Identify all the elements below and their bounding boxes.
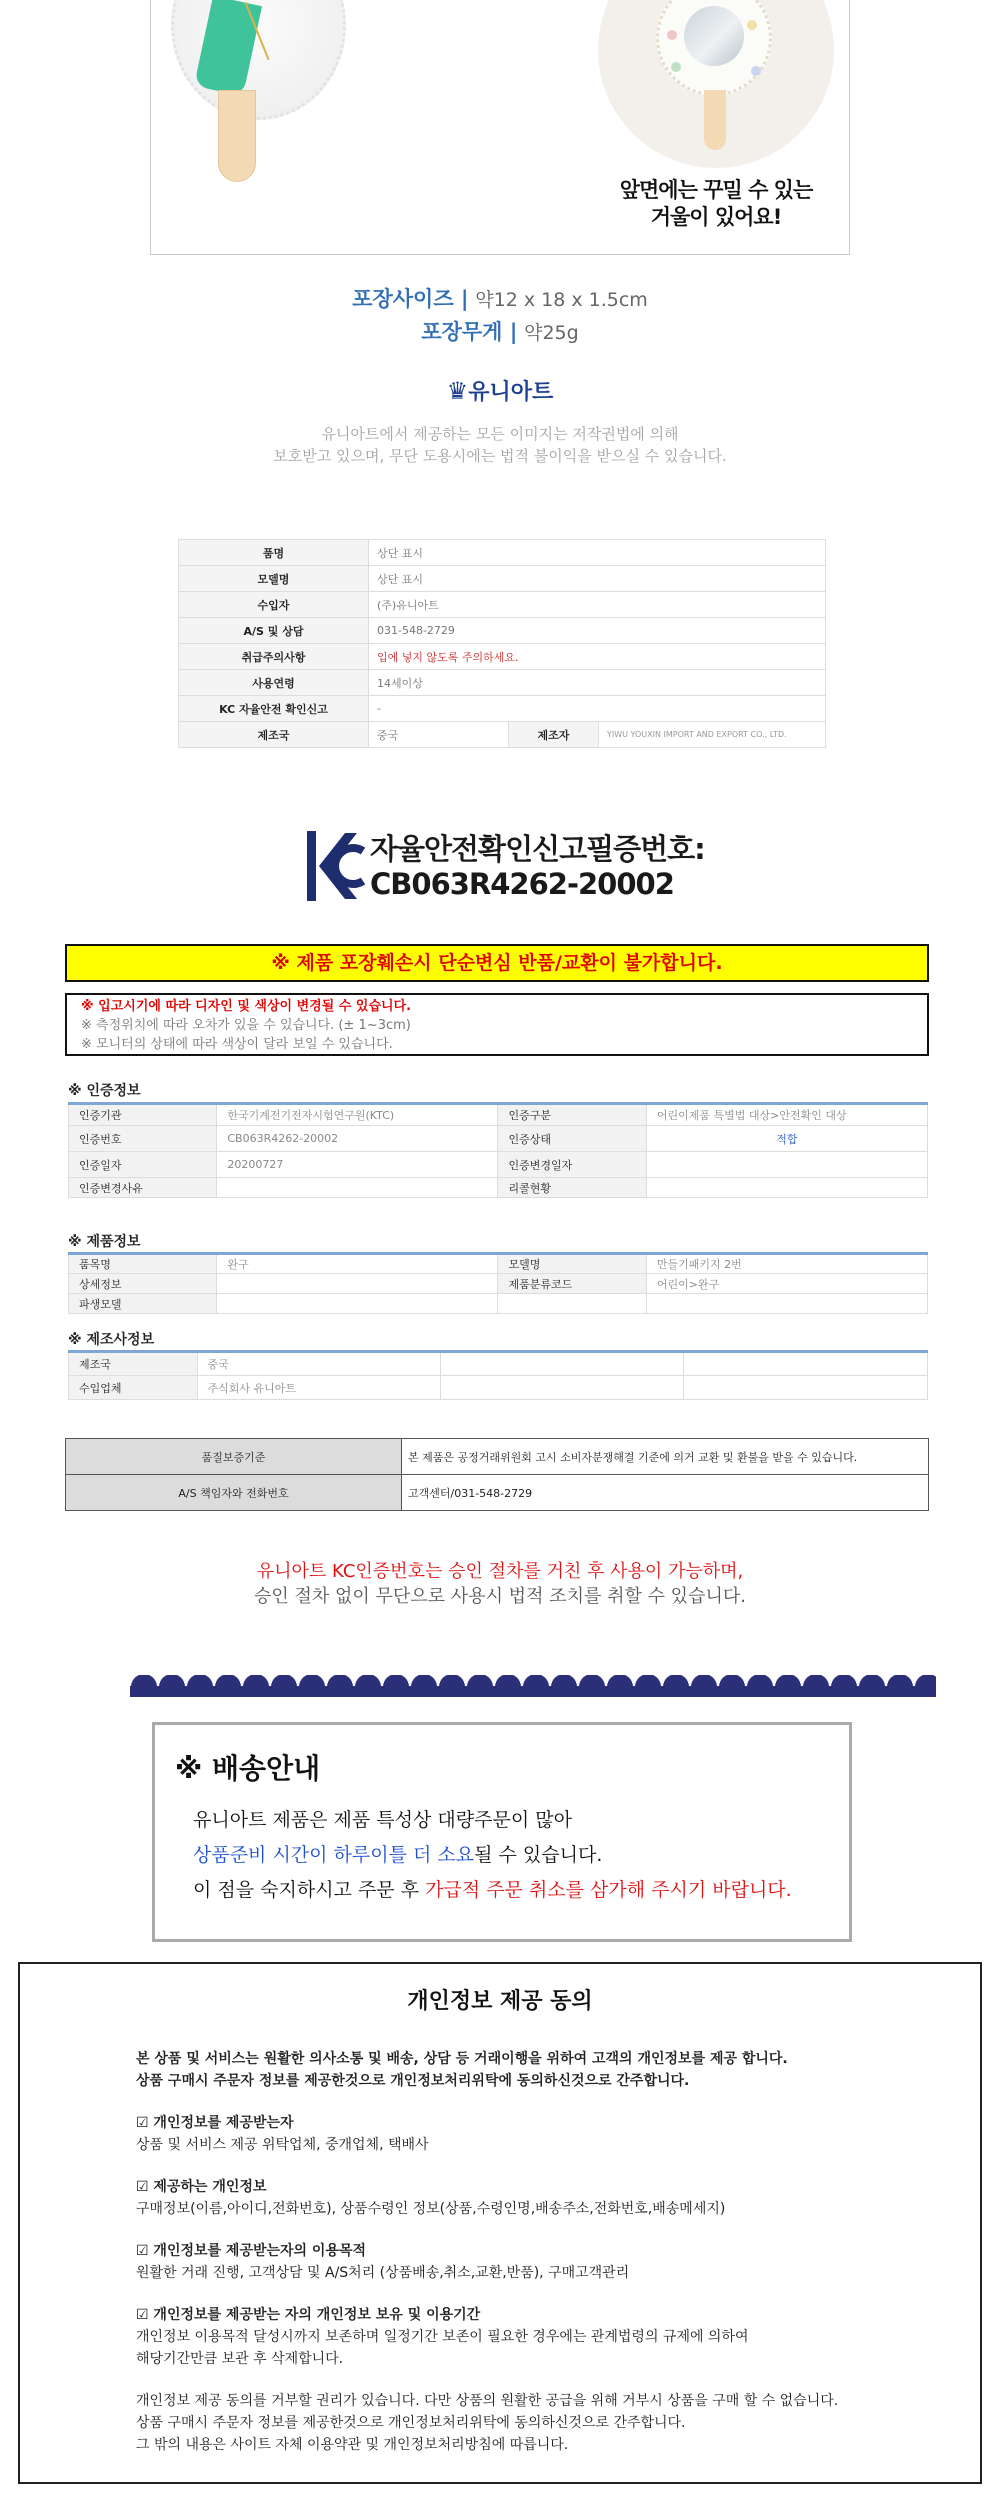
quality-label: 품질보증기준 bbox=[66, 1439, 402, 1475]
privacy-outro: 그 밖의 내용은 사이트 자체 이용약관 및 개인정보처리방침에 따릅니다. bbox=[136, 2437, 569, 2453]
privacy-consent-box bbox=[18, 1962, 982, 2484]
info-value: YIWU YOUXIN IMPORT AND EXPORT CO., LTD. bbox=[599, 722, 826, 748]
product-label: 상세정보 bbox=[69, 1274, 217, 1294]
info-label: 품명 bbox=[179, 540, 369, 566]
info-label: 제조자 bbox=[509, 722, 599, 748]
mirror-caption: 앞면에는 꾸밀 수 있는 거울이 있어요! bbox=[619, 178, 813, 229]
privacy-section-title: ☑ 개인정보를 제공받는자 bbox=[136, 2115, 294, 2131]
cert-label: 인증일자 bbox=[69, 1152, 217, 1178]
cert-label: 인증번호 bbox=[69, 1126, 217, 1152]
table-row bbox=[179, 566, 826, 592]
decoration-dot bbox=[671, 62, 681, 72]
empty-cell bbox=[684, 1376, 928, 1400]
product-detail-table bbox=[68, 1252, 928, 1314]
product-value bbox=[217, 1274, 498, 1294]
maker-label: 제조국 bbox=[69, 1352, 198, 1376]
product-value bbox=[646, 1294, 927, 1314]
info-label: 취급주의사항 bbox=[179, 644, 369, 670]
cert-value bbox=[646, 1178, 927, 1198]
product-label: 제품분류코드 bbox=[498, 1274, 646, 1294]
maker-value: 주식회사 유니아트 bbox=[197, 1376, 440, 1400]
package-weight-value: 약25g bbox=[524, 322, 579, 344]
privacy-section-body: 해당기간만큼 보관 후 삭제합니다. bbox=[136, 2351, 344, 2367]
privacy-intro: 상품 구매시 주문자 정보를 제공한것으로 개인정보처리위탁에 동의하신것으로 간주합니다. bbox=[136, 2073, 690, 2089]
info-label: 모델명 bbox=[179, 566, 369, 592]
info-value: 중국 bbox=[369, 722, 509, 748]
table-row bbox=[69, 1352, 928, 1376]
maker-info-table bbox=[68, 1350, 928, 1400]
product-value: 어린이>완구 bbox=[646, 1274, 927, 1294]
privacy-section-body: 구매정보(이름,아이디,전화번호), 상품수령인 정보(상품,수령인명,배송주소,전화번호,배송메세지) bbox=[136, 2201, 726, 2217]
cert-label: 인증구분 bbox=[498, 1104, 646, 1126]
empty-cell bbox=[440, 1352, 683, 1376]
product-value: 완구 bbox=[217, 1254, 498, 1274]
cert-label: 인증변경사유 bbox=[69, 1178, 217, 1198]
notice-line: ※ 측정위치에 따라 오차가 있을 수 있습니다. (± 1~3cm) bbox=[81, 1018, 411, 1033]
table-row bbox=[179, 722, 826, 748]
quality-value: 본 제품은 공정거래위원회 고시 소비자분쟁해결 기준에 의거 교환 및 환불을 받을 수 있습니다. bbox=[402, 1439, 929, 1475]
product-section-title: ※ 제품정보 bbox=[68, 1234, 141, 1250]
delivery-line-2-rest: 될 수 있습니다. bbox=[474, 1844, 603, 1866]
product-label: 파생모델 bbox=[69, 1294, 217, 1314]
privacy-section-body: 개인정보 이용목적 달성시까지 보존하며 일정기간 보존이 필요한 경우에는 관계법령의 규제에 의하여 bbox=[136, 2329, 749, 2345]
cert-status-value: 적합 bbox=[646, 1126, 927, 1152]
cert-value: 20200727 bbox=[217, 1152, 498, 1178]
notice-line: ※ 입고시기에 따라 디자인 및 색상이 변경될 수 있습니다. bbox=[81, 999, 412, 1014]
brand-logo-text: 유니아트 bbox=[468, 380, 554, 405]
product-image-frame bbox=[150, 0, 850, 255]
copyright-line-2: 보호받고 있으며, 무단 도용시에는 법적 불이익을 받으실 수 있습니다. bbox=[273, 447, 727, 465]
cert-value bbox=[217, 1178, 498, 1198]
info-label: 수입자 bbox=[179, 592, 369, 618]
cert-info-table bbox=[68, 1102, 928, 1198]
privacy-outro: 상품 구매시 주문자 정보를 제공한것으로 개인정보처리위탁에 동의하신것으로 간주합니다. bbox=[136, 2415, 686, 2431]
info-label: 사용연령 bbox=[179, 670, 369, 696]
table-row bbox=[69, 1152, 928, 1178]
cert-label: 리콜현황 bbox=[498, 1178, 646, 1198]
return-policy-banner: ※ 제품 포장훼손시 단순변심 반품/교환이 불가합니다. bbox=[65, 944, 929, 982]
privacy-section-body: 상품 및 서비스 제공 위탁업체, 중개업체, 택배사 bbox=[136, 2137, 429, 2153]
as-value: 고객센터/031-548-2729 bbox=[402, 1475, 929, 1511]
package-weight-label: 포장무게 | bbox=[421, 320, 518, 344]
kc-legal-warning: 승인 절차 없이 무단으로 사용시 법적 조치를 취할 수 있습니다. bbox=[254, 1586, 746, 1607]
package-size-value: 약12 x 18 x 1.5cm bbox=[475, 289, 648, 311]
table-row bbox=[69, 1376, 928, 1400]
quality-guarantee-table bbox=[65, 1438, 929, 1511]
privacy-title: 개인정보 제공 동의 bbox=[407, 1989, 593, 2014]
copyright-line-1: 유니아트에서 제공하는 모든 이미지는 저작권법에 의해 bbox=[321, 425, 679, 443]
info-label: 제조국 bbox=[179, 722, 369, 748]
cert-value: CB063R4262-20002 bbox=[217, 1126, 498, 1152]
delivery-title: ※ 배송안내 bbox=[175, 1752, 321, 1785]
maker-value: 중국 bbox=[197, 1352, 440, 1376]
empty-cell bbox=[684, 1352, 928, 1376]
info-label: KC 자율안전 확인신고 bbox=[179, 696, 369, 722]
kc-cert-label: 자율안전확인신고필증번호: bbox=[370, 832, 705, 866]
table-row bbox=[69, 1254, 928, 1274]
package-weight-line bbox=[0, 316, 1000, 346]
info-value: - bbox=[369, 696, 826, 722]
mirror-glass-image bbox=[684, 6, 744, 66]
info-label: A/S 및 상담 bbox=[179, 618, 369, 644]
table-row bbox=[69, 1178, 928, 1198]
table-row bbox=[69, 1294, 928, 1314]
privacy-section-title: ☑ 개인정보를 제공받는자의 이용목적 bbox=[136, 2243, 367, 2259]
delivery-line-1: 유니아트 제품은 제품 특성상 대량주문이 많아 bbox=[193, 1809, 572, 1831]
kc-usage-warning: 유니아트 KC인증번호는 승인 절차를 거친 후 사용이 가능하며, bbox=[256, 1561, 744, 1582]
delivery-line-3-pre: 이 점을 숙지하시고 주문 후 bbox=[193, 1879, 426, 1901]
privacy-intro: 본 상품 및 서비스는 원활한 의사소통 및 배송, 상담 등 거래이행을 위하여 고객의 개인정보를 제공 합니다. bbox=[136, 2051, 788, 2067]
table-row bbox=[179, 592, 826, 618]
cert-value: 어린이제품 특별법 대상>안전확인 대상 bbox=[646, 1104, 927, 1126]
decoration-dot bbox=[667, 30, 677, 40]
package-size-label: 포장사이즈 | bbox=[352, 287, 469, 311]
product-info-table bbox=[178, 539, 826, 748]
notice-box bbox=[65, 993, 929, 1056]
cert-value bbox=[646, 1152, 927, 1178]
product-label: 품목명 bbox=[69, 1254, 217, 1274]
decoration-dot bbox=[747, 20, 757, 30]
table-row bbox=[66, 1439, 929, 1475]
table-row bbox=[69, 1274, 928, 1294]
cert-label: 인증변경일자 bbox=[498, 1152, 646, 1178]
privacy-section-title: ☑ 제공하는 개인정보 bbox=[136, 2179, 267, 2195]
empty-cell bbox=[440, 1376, 683, 1400]
notice-line: ※ 모니터의 상태에 따라 색상이 달라 보일 수 있습니다. bbox=[81, 1037, 393, 1052]
product-value bbox=[217, 1294, 498, 1314]
delivery-notice-box bbox=[152, 1722, 852, 1942]
delivery-line-3 bbox=[193, 1875, 792, 1902]
table-row bbox=[69, 1126, 928, 1152]
as-label: A/S 책임자와 전화번호 bbox=[66, 1475, 402, 1511]
product-label bbox=[498, 1294, 646, 1314]
info-value: 031-548-2729 bbox=[369, 618, 826, 644]
privacy-outro: 개인정보 제공 동의를 거부할 권리가 있습니다. 다만 상품의 원활한 공급을 위해 거부시 상품을 구매 할 수 없습니다. bbox=[136, 2393, 839, 2409]
cert-value: 한국기계전기전자시험연구원(KTC) bbox=[217, 1104, 498, 1126]
kc-mark-icon bbox=[305, 829, 365, 903]
maker-section-title: ※ 제조사정보 bbox=[68, 1332, 155, 1348]
brand-logo bbox=[0, 375, 1000, 406]
scallop-divider bbox=[130, 1675, 936, 1697]
cert-label: 인증기관 bbox=[69, 1104, 217, 1126]
privacy-section-title: ☑ 개인정보를 제공받는 자의 개인정보 보유 및 이용기간 bbox=[136, 2307, 481, 2323]
table-row bbox=[66, 1475, 929, 1511]
delivery-highlight-red: 가급적 주문 취소를 삼가해 주시기 바랍니다. bbox=[425, 1879, 792, 1901]
kc-cert-number: CB063R4262-20002 bbox=[370, 867, 674, 901]
table-row bbox=[179, 540, 826, 566]
info-value: 입에 넣지 않도록 주의하세요. bbox=[369, 644, 826, 670]
info-value: 14세이상 bbox=[369, 670, 826, 696]
table-row bbox=[179, 670, 826, 696]
product-value: 만들기패키지 2번 bbox=[646, 1254, 927, 1274]
table-row bbox=[179, 618, 826, 644]
delivery-highlight-blue: 상품준비 시간이 하루이틀 더 소요 bbox=[193, 1844, 475, 1866]
table-row bbox=[179, 644, 826, 670]
cert-section-title: ※ 인증정보 bbox=[68, 1083, 141, 1099]
product-label: 모델명 bbox=[498, 1254, 646, 1274]
wooden-handle-image bbox=[218, 90, 256, 182]
info-value: (주)유니아트 bbox=[369, 592, 826, 618]
mirror-handle-image bbox=[704, 90, 726, 150]
privacy-section-body: 원활한 거래 진행, 고객상담 및 A/S처리 (상품배송,취소,교환,반품), 구매고객관리 bbox=[136, 2265, 630, 2281]
table-row bbox=[179, 696, 826, 722]
uniart-crown-icon: ♛ bbox=[446, 377, 469, 405]
info-value: 상단 표시 bbox=[369, 540, 826, 566]
table-row bbox=[69, 1104, 928, 1126]
info-value: 상단 표시 bbox=[369, 566, 826, 592]
maker-label: 수입업체 bbox=[69, 1376, 198, 1400]
package-size-line bbox=[0, 283, 1000, 313]
cert-label: 인증상태 bbox=[498, 1126, 646, 1152]
delivery-line-2 bbox=[193, 1840, 602, 1867]
decoration-dot bbox=[751, 66, 761, 76]
